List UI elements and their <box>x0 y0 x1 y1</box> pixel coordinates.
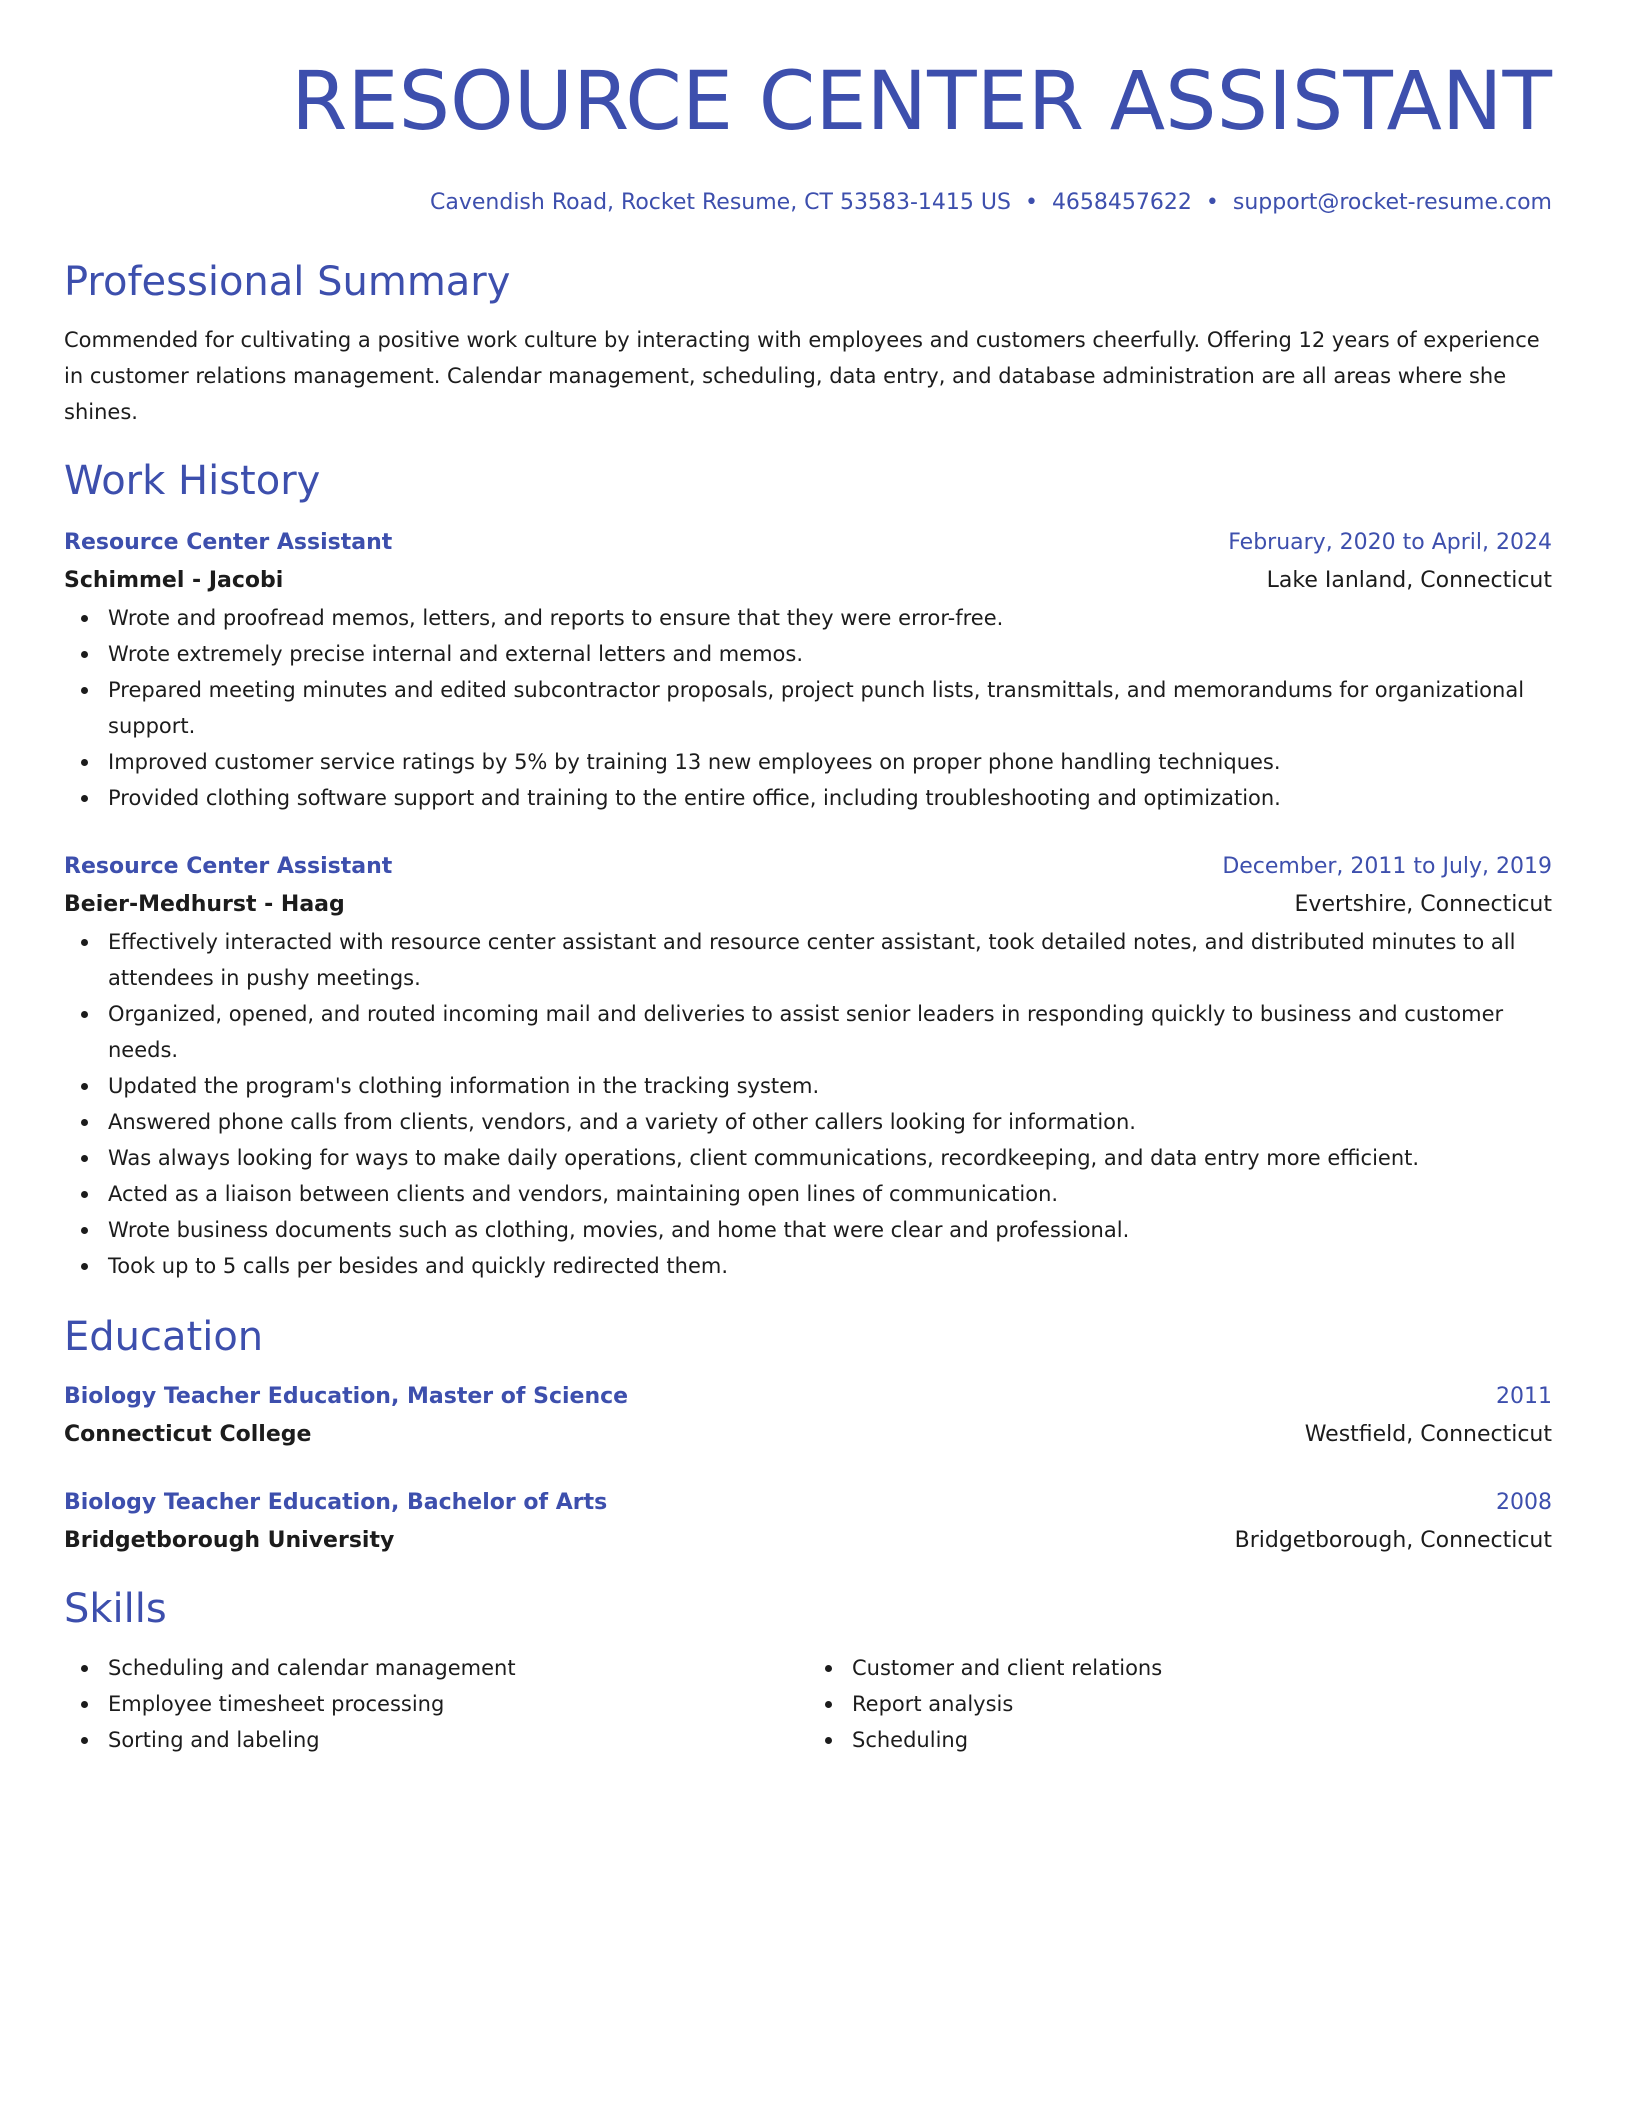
skill-item: Sorting and labeling <box>108 1722 808 1758</box>
education-entry <box>64 1484 1552 1560</box>
job-bullet: Acted as a liaison between clients and vendors, maintaining open lines of communication. <box>108 1176 1552 1212</box>
contact-separator: • <box>1024 190 1038 215</box>
education-school-row <box>64 1416 1552 1454</box>
contact-email: support@rocket-resume.com <box>1232 190 1552 215</box>
job-bullet: Organized, opened, and routed incoming mail and deliveries to assist senior leaders in responding quickly to business and customer needs. <box>108 996 1552 1068</box>
work-history-heading: Work History <box>64 458 321 504</box>
job-bullet: Effectively interacted with resource center assistant and resource center assistant, took detailed notes, and distributed minutes to all attendees in pushy meetings. <box>108 924 1552 996</box>
job-company: Schimmel - Jacobi <box>64 568 284 593</box>
summary-heading: Professional Summary <box>64 259 511 305</box>
skills-grid <box>64 1650 1552 1758</box>
education-school: Connecticut College <box>64 1422 312 1447</box>
job-bullet: Updated the program's clothing information in the tracking system. <box>108 1068 1552 1104</box>
education-school-row <box>64 1522 1552 1560</box>
education-entry <box>64 1378 1552 1454</box>
job-bullet: Wrote extremely precise internal and external letters and memos. <box>108 636 1552 672</box>
contact-address: Cavendish Road, Rocket Resume, CT 53583-1415 US <box>430 190 1011 215</box>
skill-item: Scheduling <box>852 1722 1552 1758</box>
skill-item: Report analysis <box>852 1686 1552 1722</box>
job-entry <box>64 524 1552 816</box>
job-bullet: Wrote and proofread memos, letters, and reports to ensure that they were error-free. <box>108 600 1552 636</box>
education-location: Westfield, Connecticut <box>1304 1422 1552 1447</box>
skill-item: Employee timesheet processing <box>108 1686 808 1722</box>
contact-phone: 4658457622 <box>1051 190 1192 215</box>
job-bullet: Prepared meeting minutes and edited subcontractor proposals, project punch lists, transmittals, and memorandums for organizational support. <box>108 672 1552 744</box>
job-bullet: Wrote business documents such as clothing, movies, and home that were clear and professional. <box>108 1212 1552 1248</box>
contact-separator: • <box>1205 190 1219 215</box>
skills-list-right <box>808 1650 1552 1758</box>
job-title: Resource Center Assistant <box>64 854 393 879</box>
job-location: Lake Ianland, Connecticut <box>1266 568 1552 593</box>
job-bullet-list <box>64 924 1552 1284</box>
education-degree: Biology Teacher Education, Master of Science <box>64 1384 629 1409</box>
job-bullet: Provided clothing software support and training to the entire office, including troubleshooting and optimization. <box>108 780 1552 816</box>
job-bullet: Took up to 5 calls per besides and quickly redirected them. <box>108 1248 1552 1284</box>
education-heading: Education <box>64 1314 264 1360</box>
education-school: Bridgetborough University <box>64 1528 395 1553</box>
education-location: Bridgetborough, Connecticut <box>1234 1528 1552 1553</box>
skill-item: Customer and client relations <box>852 1650 1552 1686</box>
contact-line <box>64 188 1552 218</box>
summary-text: Commended for cultivating a positive work culture by interacting with employees and customers cheerfully. Offering 12 years of experience in customer relations management. Calendar management, scheduling, data entry, and database administration are all areas where she shines. <box>64 328 1540 424</box>
education-degree: Biology Teacher Education, Bachelor of Arts <box>64 1490 608 1515</box>
job-entry <box>64 848 1552 1284</box>
job-bullet: Answered phone calls from clients, vendors, and a variety of other callers looking for information. <box>108 1104 1552 1140</box>
job-dates: December, 2011 to July, 2019 <box>1222 854 1552 879</box>
candidate-name: RESOURCE CENTER ASSISTANT <box>291 55 1552 149</box>
skills-heading: Skills <box>64 1586 167 1632</box>
skill-item: Scheduling and calendar management <box>108 1650 808 1686</box>
skills-list-left <box>64 1650 808 1758</box>
job-company: Beier-Medhurst - Haag <box>64 892 345 917</box>
job-dates: February, 2020 to April, 2024 <box>1228 530 1552 555</box>
job-bullet: Improved customer service ratings by 5% by training 13 new employees on proper phone handling techniques. <box>108 744 1552 780</box>
job-bullet-list <box>64 600 1552 816</box>
resume-header <box>64 52 1552 218</box>
job-header-row <box>64 848 1552 886</box>
education-year: 2011 <box>1496 1384 1552 1409</box>
education-degree-row <box>64 1378 1552 1416</box>
job-location: Evertshire, Connecticut <box>1294 892 1552 917</box>
job-bullet: Was always looking for ways to make daily operations, client communications, recordkeeping, and data entry more efficient. <box>108 1140 1552 1176</box>
education-degree-row <box>64 1484 1552 1522</box>
job-title: Resource Center Assistant <box>64 530 393 555</box>
education-year: 2008 <box>1496 1490 1552 1515</box>
job-header-row <box>64 524 1552 562</box>
job-company-row <box>64 886 1552 924</box>
job-company-row <box>64 562 1552 600</box>
